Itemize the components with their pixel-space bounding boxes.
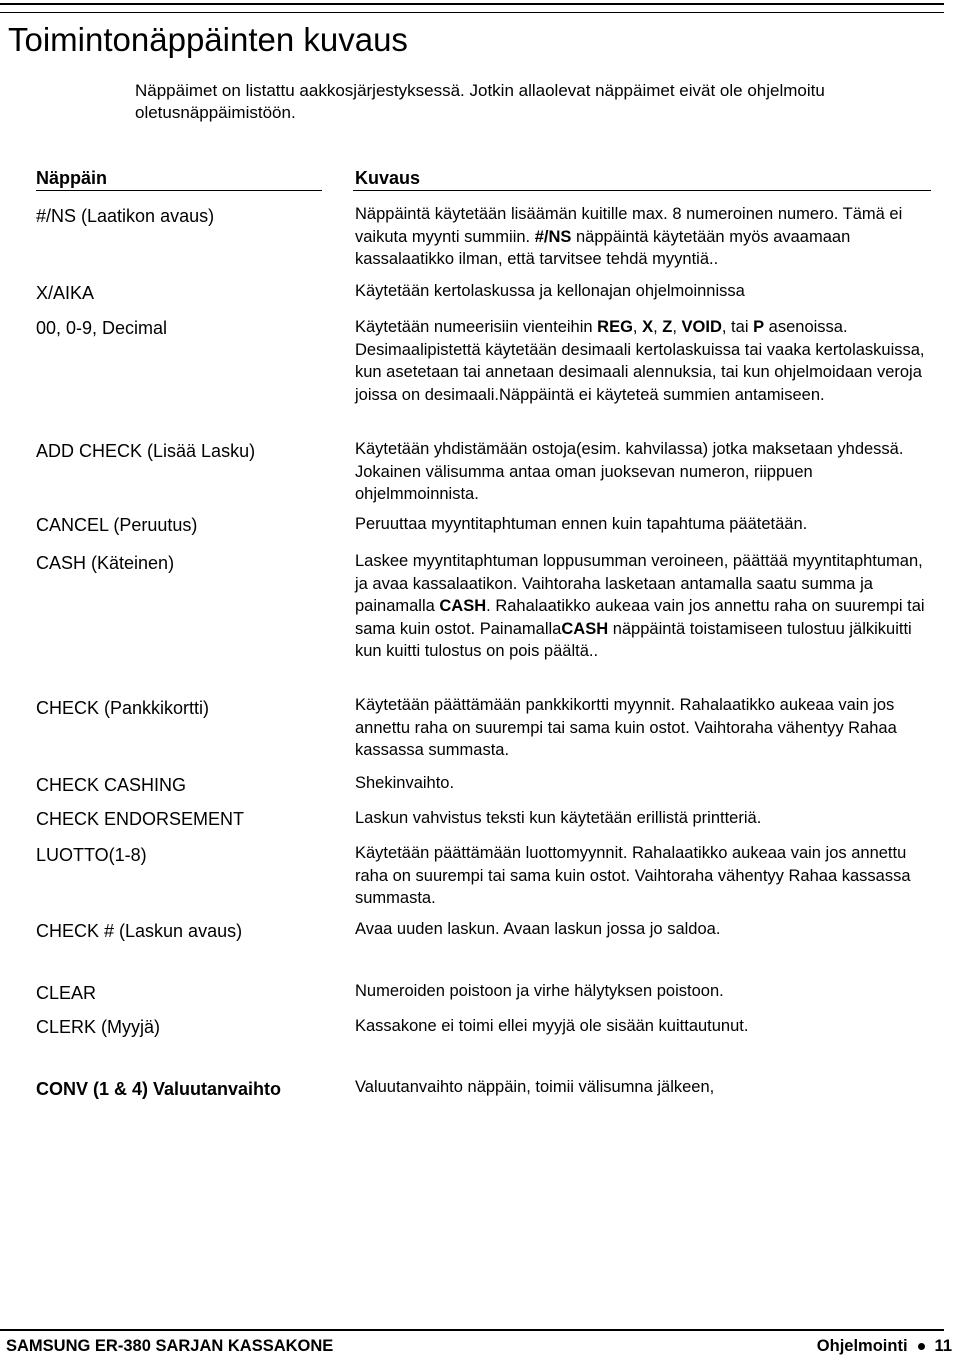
- footer-section: Ohjelmointi: [816, 1337, 908, 1355]
- key-name: CASH (Käteinen): [36, 553, 175, 573]
- key-name: CLERK (Myyjä): [36, 1017, 161, 1037]
- footer-rule: [0, 1329, 944, 1331]
- key-description: Käytetään numeerisiin vienteihin REG, X, Z, VOID, tai P asenoissa. Desimaalipistettä käytetään desimaali kertolaskuissa tai vaaka kertolaskuissa, kun asetetaan tai annetaan desimaali alennuksia, tai kun ohjelmoidaan veroja joissa on desimaali.Näppäintä ei käyteteä summien antamiseen.: [355, 318, 925, 404]
- column-header-key: Näppäin: [36, 168, 108, 188]
- intro-text: Näppäimet on listattu aakkosjärjestyksessä. Jotkin allaolevat näppäimet eivät ole ohjelmoitu oletusnäppäimistöön.: [135, 81, 825, 122]
- bullet-icon: [918, 1343, 925, 1350]
- key-description: Laskee myyntitaphtuman loppusumman veroineen, päättää myyntitaphtuman, ja avaa kassalaatikon. Vaihtoraha lasketaan antamalla saatu summa ja painamalla CASH. Rahalaatikko aukeaa vain jos annettu raha on suurempi tai sama kuin ostot. PainamallaCASH näppäintä toistamiseen tulostuu jälkikuitti kun kuitti tulostus on pois päältä..: [355, 552, 925, 661]
- key-name: LUOTTO(1-8): [36, 845, 147, 865]
- key-description: Kassakone ei toimi ellei myyjä ole sisään kuittautunut.: [355, 1017, 749, 1035]
- top-rule-thin: [0, 12, 944, 13]
- key-description: Numeroiden poistoon ja virhe hälytyksen poistoon.: [355, 982, 724, 1000]
- footer-product-name: SAMSUNG ER-380 SARJAN KASSAKONE: [6, 1337, 334, 1355]
- key-name: CHECK (Pankkikortti): [36, 698, 210, 718]
- page-title: Toimintonäppäinten kuvaus: [8, 21, 408, 58]
- header-rule-description: [353, 190, 931, 191]
- key-description: Käytetään yhdistämään ostoja(esim. kahvilassa) jotka maksetaan yhdessä. Jokainen välisumma antaa oman juoksevan numeron, riippuen ohjelmmoinnista.: [355, 440, 904, 504]
- key-name: CLEAR: [36, 983, 97, 1003]
- key-name: #/NS (Laatikon avaus): [36, 206, 215, 226]
- key-description: Laskun vahvistus teksti kun käytetään erillistä printteriä.: [355, 809, 762, 827]
- key-name: CHECK ENDORSEMENT: [36, 809, 245, 829]
- key-description: Valuutanvaihto näppäin, toimii välisumna jälkeen,: [355, 1078, 715, 1096]
- key-description: Shekinvaihto.: [355, 774, 455, 792]
- footer-page-info: [817, 1336, 952, 1356]
- key-name: 00, 0-9, Decimal: [36, 318, 168, 338]
- header-rule-key: [36, 190, 322, 191]
- key-name: CHECK CASHING: [36, 775, 187, 795]
- key-description: Käytetään kertolaskussa ja kellonajan ohjelmoinnissa: [355, 282, 745, 300]
- key-name: CONV (1 & 4) Valuutanvaihto: [36, 1079, 282, 1099]
- page-number: 11: [934, 1337, 952, 1355]
- key-description: Näppäintä käytetään lisäämän kuitille max. 8 numeroinen numero. Tämä ei vaikuta myynti summiin. #/NS näppäintä käytetään myös avaamaan kassalaatikko ilman, että tarvitsee tehdä myyntiä..: [355, 205, 903, 269]
- key-name: ADD CHECK (Lisää Lasku): [36, 441, 256, 461]
- column-header-description: Kuvaus: [355, 168, 421, 188]
- key-description: Käytetään päättämään luottomyynnit. Rahalaatikko aukeaa vain jos annettu raha on suurempi tai sama kuin ostot. Vaihtoraha vähentyy Rahaa kassassa summasta.: [355, 844, 911, 908]
- key-description: Käytetään päättämään pankkikortti myynnit. Rahalaatikko aukeaa vain jos annettu raha on suurempi tai sama kuin ostot. Vaihtoraha vähentyy Rahaa kassassa summasta.: [355, 696, 897, 760]
- key-name: X/AIKA: [36, 283, 95, 303]
- top-rule-thick: [0, 3, 944, 5]
- key-description: Avaa uuden laskun. Avaan laskun jossa jo saldoa.: [355, 920, 721, 938]
- key-name: CANCEL (Peruutus): [36, 515, 198, 535]
- key-name: CHECK # (Laskun avaus): [36, 921, 243, 941]
- key-description: Peruuttaa myyntitaphtuman ennen kuin tapahtuma päätetään.: [355, 515, 808, 533]
